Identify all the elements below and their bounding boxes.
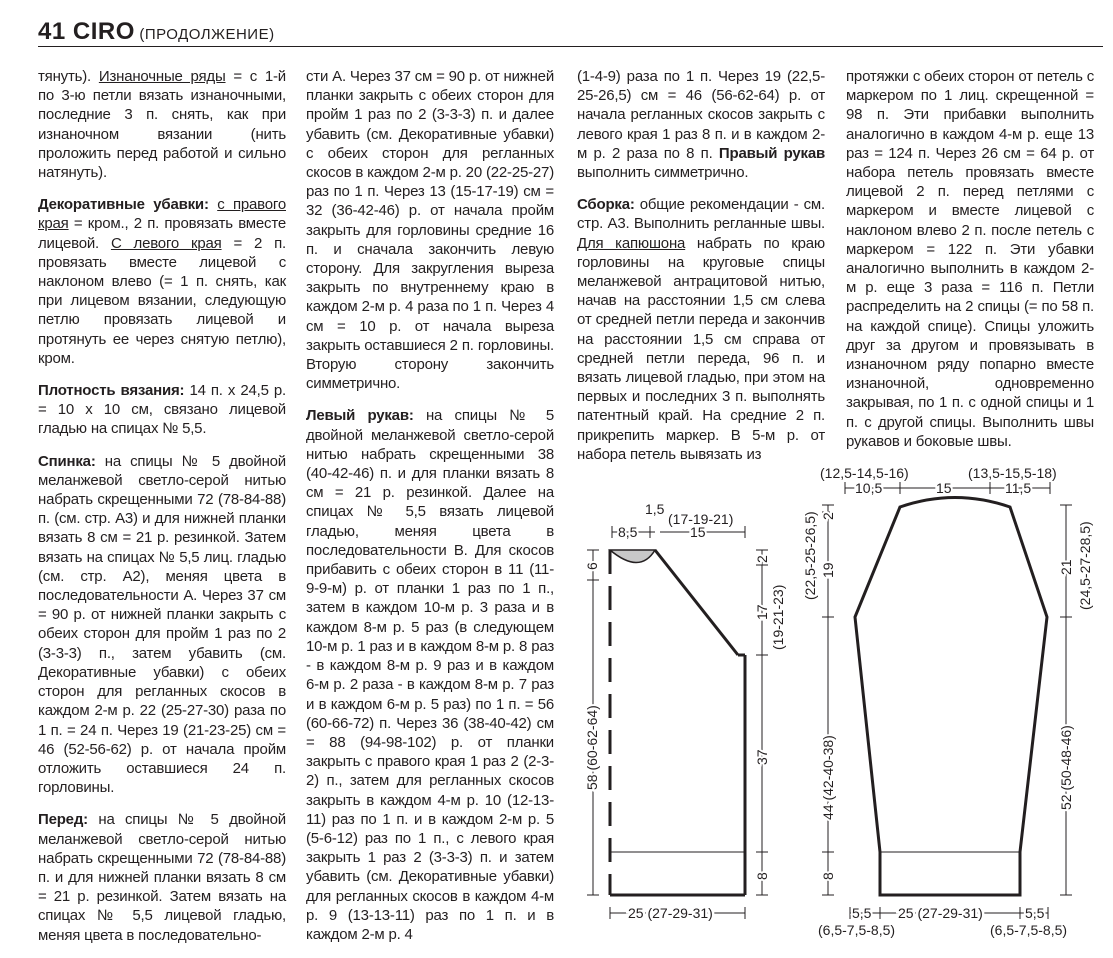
section-heading: Декоративные убавки: [38, 196, 218, 214]
dim-label: 1,5 [645, 501, 665, 517]
sleeve-schematic [822, 482, 1072, 919]
subheading: Для капюшона [577, 234, 686, 252]
raglan-edge [655, 550, 738, 655]
subheading: с правого края [38, 196, 286, 233]
front-piece-schematic [587, 526, 768, 919]
dim-label: (6,5-7,5-8,5) [990, 922, 1068, 938]
subheading: Изнаночные ряды [98, 68, 226, 85]
sleeve-labels [802, 465, 1093, 938]
text: 14 п. x 24,5 р. = 10 x 10 см, связано лицевой гладью на спицах № 5,5. [38, 382, 286, 438]
dim-label: 37 [754, 749, 770, 765]
section-heading: Правый рукав [718, 144, 825, 162]
dim-label: 44 (42-40-38) [820, 735, 836, 820]
section-heading: Спинка: [38, 452, 96, 470]
dim-label: (19-21-23) [770, 584, 786, 650]
dim-label: 6 [584, 562, 600, 570]
text: на спицы № 5 двойной меланжевой светло-серой нитью набрать скрещенными 72 (78-84-88) п. (см. стр. А3) и для нижней планки вязать 8 см = 21 р. резинкой. Затем вязать на спицах № 5,5 лиц. гладью (см. стр. А2), меняя цвета в последовательности А. Через 37 см = 90 р. от нижней планки закрыть с обеих сторон для пройм 1 раз по 2 (3-3-3) п., затем убавить (см. Декоративные убавки) с обеих сторон для регланных скосов в каждом 2-м р. 22 (25-27-30) раза по 1 п. = 24 п. Через 19 (21-23-25) см = 46 (52-56-62) р. от начала пройм отложить оставшиеся 24 п. горловины. [38, 452, 286, 797]
dim-label: (24,5-27-28,5) [1077, 521, 1093, 610]
section-heading: Левый рукав: [306, 407, 414, 425]
dim-label: 10,5 [855, 480, 883, 496]
text: набрать по краю горловины на круговые спицы меланжевой антрацитовой нитью, начав на расстоянии 1,5 см слева от средней петли переда и закончив на расстоянии 1,5 см справа от средней петли переда, 96 п. и вязать лицевой гладью, при этом на первых и последних 3 п. выполнять патентный край. На средние 2 п. прикрепить маркер. В 5-м р. от набора петель вывязать из [577, 234, 825, 463]
text: сти А. Через 37 см = 90 р. от нижней планки закрыть с обеих сторон для пройм 1 раз по 2 (3-3-3) п. и далее убавить (см. Декоративные убавки) с обеих сторон для регланных скосов в каждом 2-м р. 20 (22-25-27) раз по 1 п. Через 13 (15-17-19) см = 32 (36-42-46) р. от начала пройм закрыть для горловины средние 16 п. и сначала закончить левую сторону. Для закругления выреза закрыть по внутреннему краю в каждом 2-м р. 4 раза по 1 п. Через 4 см = 10 р. от начала выреза закрыть оставшиеся 2 п. горловины. Вторую сторону закончить симметрично. [306, 68, 554, 393]
dim-label: 21 [1058, 559, 1074, 575]
dim-label: 25 (27-29-31) [628, 905, 713, 921]
front-piece-labels [584, 501, 786, 921]
text: = 2 п. провязать вместе лицевой с наклоном влево (= 1 п. снять, как при лицевом вязании, следующую петлю провязать лицевой и протянуть ее через снятую петлю), кром. [38, 234, 286, 367]
text: общие рекомендации - см. стр. А3. Выполнить регланные швы. [577, 196, 825, 233]
dim-label: 8,5 [618, 524, 638, 540]
dim-label: (22,5-25-26,5) [802, 511, 818, 600]
text: на спицы № 5 двойной меланжевой светло-серой нитью набрать скрещенными 38 (40-42-46) п. и для планки вязать 8 см = 21 р. резинкой. Далее на спицах № 5,5 вязать лицевой гладью, меняя цвета в последовательности В. Для скосов прибавить с обеих сторон в 11 (11-9-9-м) р. от планки 1 раз по 1 п., затем в каждом 10-м р. 3 раза и в каждом 8-м р. 5 раз (в следующем 10-м р. 1 раз и в каждом 8-м р. 8 раз - в каждом 8-м р. 9 раз и в каждом 6-м р. 2 раза - в каждом 8-м р. 7 раз и в каждом 6-м р. 5 раз) по 1 п. = 56 (60-66-72) п. Через 36 (38-40-42) см = 88 (94-98-102) р. от планки закрыть с правого края 1 раз 2 (2-3-2) п., затем для регланных скосов закрыть в каждом 4-м р. 10 (12-13-11) раз по 1 п. и в каждом 2-м р. 5 (5-6-12) раз по 1 п., с левого края закрыть 1 раз 2 (3-3-3) п. и затем убавить (см. Декоративные убавки) для регланных скосов в каждом 4-м р. 9 (13-13-11) раз по 1 п. и в каждом 2-м р. 4 [306, 407, 554, 943]
dim-label: 15 [936, 480, 952, 496]
text: (1-4-9) раза по 1 п. Через 19 (22,5-25-26,5) см = 46 (56-62-64) р. от начала регланных скосов закрыть с левого края 1 раз 8 п. и в каждом 2-м р. 2 раза по 8 п. [577, 68, 825, 162]
dim-label: 8 [820, 872, 836, 880]
section-heading: Перед: [38, 811, 88, 829]
dim-label: 58 (60-62-64) [584, 705, 600, 790]
section-heading: Плотность вязания: [38, 382, 185, 400]
neckline-shade [610, 550, 655, 563]
text: выполнить симметрично. [577, 164, 749, 182]
dim-label: (17-19-21) [668, 511, 734, 527]
dim-label: 2 [820, 512, 836, 520]
text: протяжки с обеих сторон от петель с маркером по 1 лиц. скрещенной = 98 п. Эти прибавки выполнить аналогично в каждом 4-м р. еще 13 раз = 124 п. Через 26 см = 64 р. от набора петель провязать вместе лицевой 2 п. перед петлями с маркером и вместе лицевой с наклоном влево 2 п. после петель с маркером = 122 п. Эти убавки аналогично выполнить в каждом 2-м р. еще 3 раза = 116 п. Петли распределить на 2 спицы (= по 58 п. на каждой спице). Спицы уложить друг за другом и провязывать в изнаночном ряду попарно вместе изнаночной, одновременно закрывая, по 1 п. с одной спицы и 1 п. с другой спицы. Выполнить швы рукавов и боковые швы. [846, 68, 1094, 450]
dim-label: 5,5 [852, 905, 872, 921]
dim-label: 52 (50-48-46) [1058, 725, 1074, 810]
dim-label: 19 [820, 562, 836, 578]
dim-label: 8 [754, 872, 770, 880]
dim-label: 15 [690, 524, 706, 540]
dim-label: (13,5-15,5-18) [968, 465, 1057, 481]
dim-label: 2 [754, 555, 770, 563]
dim-label: 25 (27-29-31) [898, 905, 983, 921]
dim-label: 17 [754, 604, 770, 620]
text: на спицы № 5 двойной меланжевой светло-серой нитью набрать скрещенными 72 (78-84-88) п. и для нижней планки вязать 8 см = 21 р. резинкой. Затем вязать на спицах № 5,5 лицевой гладью, меняя цвета в последовательно- [38, 811, 286, 944]
subheading: С левого края [110, 234, 222, 252]
section-heading: Сборка: [577, 196, 635, 214]
sleeve-outline [855, 498, 1047, 896]
header-subtitle: (ПРОДОЛЖЕНИЕ) [139, 26, 275, 43]
dim-label: 5,5 [1025, 905, 1045, 921]
dim-label: (6,5-7,5-8,5) [818, 922, 896, 938]
text: тянуть). [38, 68, 99, 85]
dim-label: (12,5-14,5-16) [820, 465, 909, 481]
text: = кром., 2 п. провязать вместе лицевой. [38, 215, 286, 252]
dim-label: 11,5 [1005, 480, 1032, 496]
pattern-number: 41 CIRO [38, 18, 135, 45]
text: = с 1-й по 3-ю петли вязать изнаночными, последние 3 п. снять, как при изнаночном вязании (нить проложить перед работой и сильно натянуть). [38, 68, 286, 182]
